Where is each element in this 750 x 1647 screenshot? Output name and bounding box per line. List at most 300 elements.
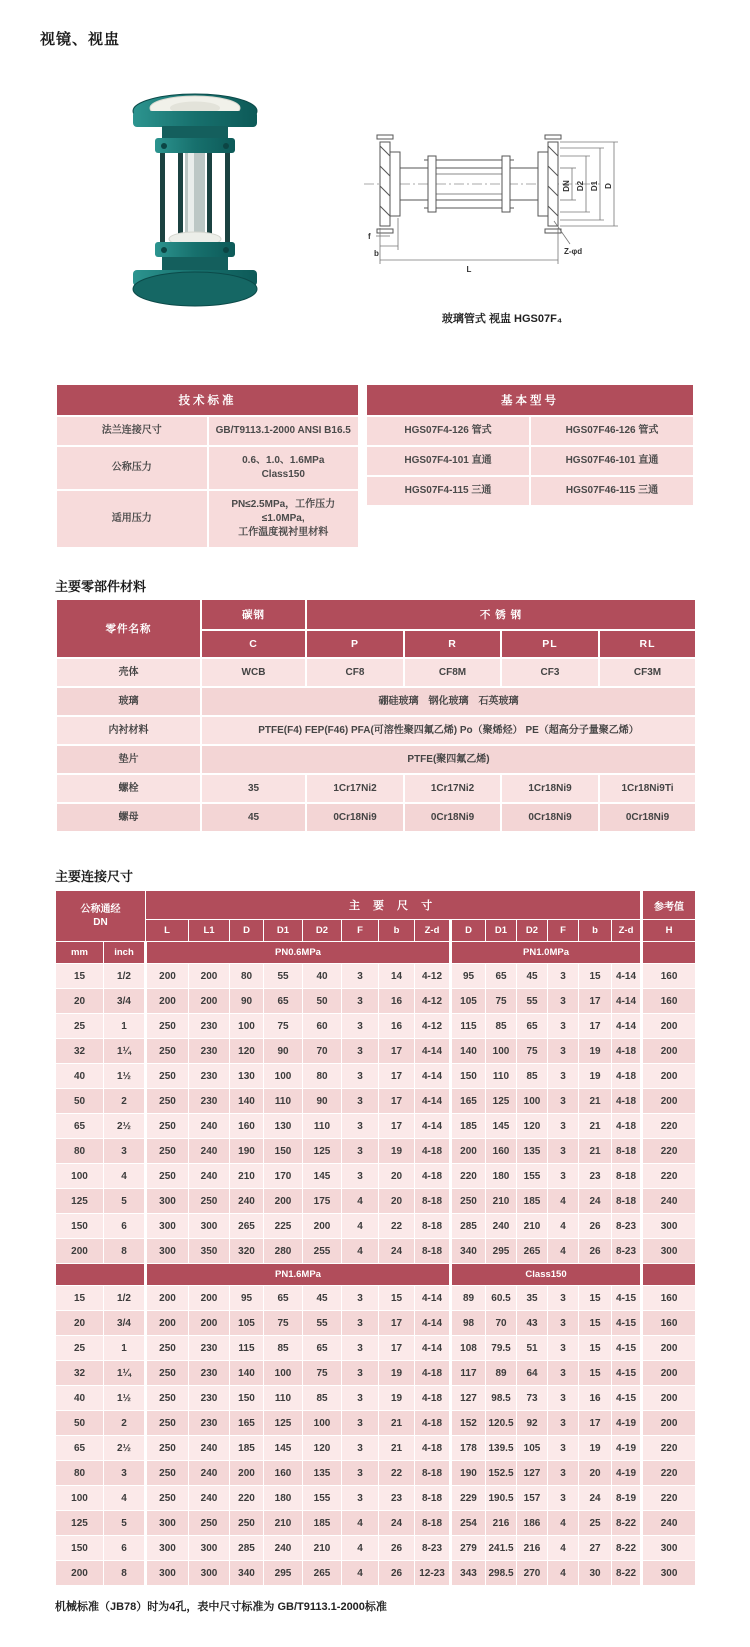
dims-cell: 225 — [264, 1214, 303, 1239]
dims-cell: 16 — [379, 989, 415, 1014]
model-cell: HGS07F46-101 直通 — [530, 446, 694, 476]
dims-data-row — [56, 1239, 696, 1264]
dims-cell: 254 — [451, 1511, 486, 1536]
dims-cell: 140 — [451, 1039, 486, 1064]
dims-cell: 250 — [189, 1189, 230, 1214]
dims-cell: 6 — [104, 1536, 146, 1561]
dims-cell: 340 — [451, 1239, 486, 1264]
dims-cell: 40 — [303, 964, 342, 989]
dims-cell: 75 — [264, 1014, 303, 1039]
dims-cell: 80 — [230, 964, 264, 989]
dims-subcol-header: b — [579, 920, 612, 942]
dims-band-h — [642, 1264, 696, 1286]
dims-cell: 8-23 — [415, 1536, 451, 1561]
dims-cell: 160 — [230, 1114, 264, 1139]
dims-cell: 1 — [104, 1336, 146, 1361]
dims-cell: 200 — [264, 1189, 303, 1214]
table-row — [56, 446, 359, 490]
materials-cell: PTFE(F4) FEP(F46) PFA(可溶性聚四氟乙烯) Po（聚烯烃） PE（超高分子量聚乙烯） — [201, 716, 696, 745]
dims-cell: 8-18 — [415, 1461, 451, 1486]
dims-cell: 4-14 — [612, 989, 642, 1014]
dims-cell: 3 — [342, 1386, 379, 1411]
dims-data-row — [56, 1311, 696, 1336]
dims-cell: 100 — [486, 1039, 517, 1064]
dims-cell: 200 — [146, 989, 189, 1014]
dims-cell: 3 — [548, 964, 579, 989]
dims-cell: 79.5 — [486, 1336, 517, 1361]
dims-cell: 3 — [548, 1014, 579, 1039]
dims-cell: 90 — [230, 989, 264, 1014]
dims-cell: 270 — [517, 1561, 548, 1586]
dims-cell: 250 — [146, 1014, 189, 1039]
dims-cell: 4-18 — [415, 1411, 451, 1436]
dims-cell: 125 — [264, 1411, 303, 1436]
materials-row — [56, 658, 696, 687]
dims-data-row — [56, 1461, 696, 1486]
dims-cell: 100 — [303, 1411, 342, 1436]
label-d1: D1 — [590, 180, 599, 192]
dims-cell: 240 — [189, 1436, 230, 1461]
dims-cell: 185 — [303, 1511, 342, 1536]
dims-cell: 200 — [189, 989, 230, 1014]
dims-cell: 4-15 — [612, 1336, 642, 1361]
dims-cell: 220 — [642, 1114, 696, 1139]
dims-cell: 4-15 — [612, 1311, 642, 1336]
dims-cell: 3 — [342, 1014, 379, 1039]
dims-cell: 6 — [104, 1214, 146, 1239]
dims-unit-inch: inch — [104, 942, 146, 964]
dims-subcol-header: D2 — [303, 920, 342, 942]
dims-cell: 160 — [642, 989, 696, 1014]
dims-pressure-left: PN0.6MPa — [146, 942, 451, 964]
dims-subcol-header: b — [379, 920, 415, 942]
dims-data-row — [56, 1089, 696, 1114]
dims-cell: 89 — [451, 1286, 486, 1311]
dims-cell: 120 — [303, 1436, 342, 1461]
dims-cell: 100 — [517, 1089, 548, 1114]
dims-main-header: 主 要 尺 寸 — [146, 891, 642, 920]
dims-cell: 25 — [579, 1511, 612, 1536]
dims-cell: 3 — [548, 1461, 579, 1486]
dims-cell: 3 — [342, 989, 379, 1014]
dims-cell: 12-23 — [415, 1561, 451, 1586]
dims-cell: 4-18 — [415, 1164, 451, 1189]
dims-cell: 240 — [189, 1139, 230, 1164]
materials-cell: 1Cr17Ni2 — [404, 774, 501, 803]
materials-cell: 0Cr18Ni9 — [306, 803, 404, 832]
dims-cell: 60.5 — [486, 1286, 517, 1311]
dims-cell: 75 — [517, 1039, 548, 1064]
materials-row — [56, 745, 696, 774]
dims-cell: 250 — [451, 1189, 486, 1214]
dims-dn-header — [56, 891, 146, 942]
dims-cell: 3 — [548, 1286, 579, 1311]
dims-cell: 3/4 — [104, 989, 146, 1014]
dims-data-row — [56, 1064, 696, 1089]
dims-cell: 145 — [303, 1164, 342, 1189]
dims-cell: 8-18 — [612, 1139, 642, 1164]
dims-cell: 21 — [579, 1139, 612, 1164]
dims-cell: 210 — [264, 1511, 303, 1536]
dims-cell: 75 — [486, 989, 517, 1014]
model-row — [366, 476, 694, 506]
dims-data-row — [56, 1014, 696, 1039]
dims-cell: 3 — [548, 1361, 579, 1386]
materials-cell: 0Cr18Ni9 — [501, 803, 599, 832]
dims-cell: 300 — [146, 1189, 189, 1214]
dims-cell: 200 — [642, 1386, 696, 1411]
dims-cell: 8-18 — [612, 1164, 642, 1189]
dims-cell: 200 — [451, 1139, 486, 1164]
dims-cell: 65 — [264, 1286, 303, 1311]
dims-cell: 190.5 — [486, 1486, 517, 1511]
dims-data-row — [56, 1039, 696, 1064]
dims-cell: 4-19 — [612, 1461, 642, 1486]
dims-cell: 3 — [548, 1436, 579, 1461]
dimensions-table — [55, 890, 696, 1586]
dims-cell: 250 — [146, 1064, 189, 1089]
dims-cell: 21 — [379, 1411, 415, 1436]
dims-cell: 4-18 — [612, 1064, 642, 1089]
dims-cell: 4 — [342, 1561, 379, 1586]
dims-cell: 230 — [189, 1039, 230, 1064]
model-cell: HGS07F4-101 直通 — [366, 446, 530, 476]
materials-cell: CF3 — [501, 658, 599, 687]
dims-cell: 17 — [379, 1089, 415, 1114]
dims-cell: 4-15 — [612, 1361, 642, 1386]
dims-cell: 8 — [104, 1561, 146, 1586]
dims-cell: 200 — [642, 1411, 696, 1436]
dims-cell: 85 — [303, 1386, 342, 1411]
dims-data-row — [56, 1214, 696, 1239]
dims-cell: 8 — [104, 1239, 146, 1264]
dims-cell: 170 — [264, 1164, 303, 1189]
dims-data-row — [56, 1536, 696, 1561]
dims-subcol-header: D1 — [264, 920, 303, 942]
dims-cell: 200 — [642, 1064, 696, 1089]
basic-models-table — [365, 383, 695, 507]
dims-cell: 190 — [230, 1139, 264, 1164]
dims-cell: 26 — [579, 1239, 612, 1264]
dims-cell: 5 — [104, 1189, 146, 1214]
dims-cell: 4 — [342, 1511, 379, 1536]
dims-cell: 200 — [189, 964, 230, 989]
dims-cell: 20 — [379, 1164, 415, 1189]
dims-cell: 120 — [517, 1114, 548, 1139]
materials-col-name: 零件名称 — [56, 599, 201, 658]
dims-cell: 230 — [189, 1361, 230, 1386]
dims-cell: 1/2 — [104, 1286, 146, 1311]
dims-cell: 295 — [264, 1561, 303, 1586]
dims-data-row — [56, 1189, 696, 1214]
dims-cell: 8-18 — [415, 1189, 451, 1214]
dims-cell: 210 — [230, 1164, 264, 1189]
dims-cell: 95 — [230, 1286, 264, 1311]
dims-cell: 110 — [264, 1089, 303, 1114]
dims-data-row — [56, 1386, 696, 1411]
materials-cell: 45 — [201, 803, 306, 832]
dims-cell: 23 — [579, 1164, 612, 1189]
dims-cell: 100 — [56, 1164, 104, 1189]
dims-cell: 155 — [517, 1164, 548, 1189]
dims-cell: 17 — [379, 1114, 415, 1139]
dims-cell: 230 — [189, 1014, 230, 1039]
dims-cell: 4-18 — [415, 1361, 451, 1386]
dims-cell: 35 — [517, 1286, 548, 1311]
dims-cell: 105 — [517, 1436, 548, 1461]
dims-cell: 8-18 — [415, 1486, 451, 1511]
dims-cell: 4 — [104, 1486, 146, 1511]
dims-cell: 300 — [146, 1561, 189, 1586]
dims-cell: 4-14 — [415, 1089, 451, 1114]
dims-cell: 2 — [104, 1089, 146, 1114]
model-row — [366, 446, 694, 476]
dims-cell: 8-22 — [612, 1561, 642, 1586]
dims-cell: 24 — [379, 1239, 415, 1264]
dims-cell: 152 — [451, 1411, 486, 1436]
dims-cell: 4 — [342, 1189, 379, 1214]
dims-cell: 26 — [379, 1561, 415, 1586]
dims-cell: 20 — [579, 1461, 612, 1486]
dims-cell: 220 — [642, 1461, 696, 1486]
dims-cell: 125 — [56, 1511, 104, 1536]
dims-cell: 3 — [342, 1311, 379, 1336]
dims-cell: 250 — [146, 1164, 189, 1189]
dims-cell: 3 — [548, 1139, 579, 1164]
dims-subheader-row — [56, 920, 696, 942]
dims-cell: 300 — [146, 1536, 189, 1561]
dims-cell: 51 — [517, 1336, 548, 1361]
materials-cell: 硼硅玻璃 钢化玻璃 石英玻璃 — [201, 687, 696, 716]
dims-cell: 4-18 — [612, 1114, 642, 1139]
dims-subcol-header: L — [146, 920, 189, 942]
dims-cell: 220 — [642, 1139, 696, 1164]
dims-cell: 4 — [342, 1536, 379, 1561]
dims-cell: 4-18 — [415, 1436, 451, 1461]
dims-cell: 279 — [451, 1536, 486, 1561]
materials-part-name: 垫片 — [56, 745, 201, 774]
dims-subcol-header: D2 — [517, 920, 548, 942]
dims-data-row — [56, 989, 696, 1014]
model-table-title: 基本型号 — [366, 384, 694, 416]
dims-cell: 22 — [379, 1214, 415, 1239]
dims-cell: 65 — [303, 1336, 342, 1361]
dims-cell: 14 — [379, 964, 415, 989]
tech-row-value — [208, 490, 360, 548]
dims-cell: 210 — [486, 1189, 517, 1214]
dims-cell: 25 — [56, 1014, 104, 1039]
dims-cell: 4-18 — [612, 1089, 642, 1114]
dims-cell: 15 — [579, 1286, 612, 1311]
materials-part-name: 壳体 — [56, 658, 201, 687]
dims-cell: 240 — [189, 1486, 230, 1511]
dims-data-row — [56, 1139, 696, 1164]
dims-cell: 3 — [342, 964, 379, 989]
dims-cell: 4-14 — [415, 1039, 451, 1064]
dims-cell: 15 — [379, 1286, 415, 1311]
dims-cell: 70 — [303, 1039, 342, 1064]
dims-data-row — [56, 1411, 696, 1436]
dims-cell: 150 — [230, 1386, 264, 1411]
dims-data-row — [56, 1286, 696, 1311]
dims-cell: 265 — [517, 1239, 548, 1264]
dims-cell: 3 — [342, 1064, 379, 1089]
dims-cell: 250 — [146, 1386, 189, 1411]
dims-cell: 300 — [146, 1511, 189, 1536]
dims-cell: 250 — [146, 1436, 189, 1461]
dims-subcol-header: Z-d — [415, 920, 451, 942]
dims-cell: 8-23 — [612, 1214, 642, 1239]
tech-row-label: 公称压力 — [56, 446, 208, 490]
dims-cell: 24 — [579, 1189, 612, 1214]
dims-cell: 4-14 — [415, 1311, 451, 1336]
dims-cell: 180 — [486, 1164, 517, 1189]
dims-cell: 165 — [230, 1411, 264, 1436]
dims-cell: 1½ — [104, 1386, 146, 1411]
dims-cell: 19 — [579, 1039, 612, 1064]
dims-cell: 135 — [517, 1139, 548, 1164]
dims-cell: 110 — [303, 1114, 342, 1139]
dims-subcol-header: F — [342, 920, 379, 942]
dims-cell: 3 — [342, 1361, 379, 1386]
materials-col-stainless: 不 锈 钢 — [306, 599, 696, 630]
dims-cell: 185 — [451, 1114, 486, 1139]
dims-cell: 15 — [579, 1336, 612, 1361]
dims-cell: 3 — [548, 1311, 579, 1336]
dims-cell: 110 — [486, 1064, 517, 1089]
dims-cell: 200 — [303, 1214, 342, 1239]
dims-cell: 3 — [342, 1286, 379, 1311]
dims-cell: 285 — [230, 1536, 264, 1561]
dims-cell: 300 — [146, 1239, 189, 1264]
sight-glass-body — [133, 94, 257, 306]
dims-cell: 240 — [642, 1511, 696, 1536]
dims-cell: 200 — [642, 1361, 696, 1386]
dims-cell: 320 — [230, 1239, 264, 1264]
dims-cell: 255 — [303, 1239, 342, 1264]
tech-value-line: Class150 — [261, 469, 305, 480]
dims-cell: 15 — [579, 964, 612, 989]
dims-cell: 240 — [189, 1461, 230, 1486]
dims-cell: 3 — [548, 1411, 579, 1436]
dims-data-row — [56, 1164, 696, 1189]
dims-cell: 3 — [342, 1114, 379, 1139]
dims-cell: 130 — [264, 1114, 303, 1139]
model-header-row — [366, 384, 694, 416]
dims-cell: 17 — [579, 1014, 612, 1039]
dims-cell: 25 — [56, 1336, 104, 1361]
materials-table — [55, 598, 697, 833]
dims-cell: 30 — [579, 1561, 612, 1586]
dims-pressure-left: PN1.6MPa — [146, 1264, 451, 1286]
dims-cell: 70 — [486, 1311, 517, 1336]
dims-band-empty — [56, 1264, 146, 1286]
tie-rod — [160, 153, 165, 243]
materials-subcol: R — [404, 630, 501, 658]
dims-cell: 4-19 — [612, 1411, 642, 1436]
label-d2: D2 — [576, 180, 585, 192]
dims-cell: 90 — [264, 1039, 303, 1064]
dims-cell: 350 — [189, 1239, 230, 1264]
dims-cell: 216 — [486, 1511, 517, 1536]
dims-cell: 4-12 — [415, 1014, 451, 1039]
dims-cell: 240 — [486, 1214, 517, 1239]
dims-header-row — [56, 891, 696, 920]
dims-cell: 300 — [189, 1561, 230, 1586]
dims-cell: 80 — [56, 1461, 104, 1486]
dims-cell: 250 — [146, 1411, 189, 1436]
dims-data-row — [56, 1486, 696, 1511]
materials-part-name: 内衬材料 — [56, 716, 201, 745]
dims-cell: 300 — [642, 1536, 696, 1561]
dims-cell: 240 — [230, 1189, 264, 1214]
table-row — [56, 490, 359, 548]
dims-cell: 98.5 — [486, 1386, 517, 1411]
dims-cell: 230 — [189, 1064, 230, 1089]
dims-cell: 17 — [579, 1411, 612, 1436]
dims-cell: 200 — [230, 1461, 264, 1486]
dims-cell: 3 — [548, 1486, 579, 1511]
dims-cell: 98 — [451, 1311, 486, 1336]
dims-cell: 50 — [56, 1089, 104, 1114]
dims-cell: 300 — [642, 1561, 696, 1586]
tech-value-line: 0.6、1.0、1.6MPa — [242, 455, 325, 466]
dims-cell: 3 — [342, 1089, 379, 1114]
dims-cell: 200 — [146, 1286, 189, 1311]
dims-cell: 110 — [264, 1386, 303, 1411]
dims-band-row — [56, 1264, 696, 1286]
dims-cell: 17 — [379, 1336, 415, 1361]
dims-cell: 19 — [579, 1436, 612, 1461]
dims-cell: 8-22 — [612, 1536, 642, 1561]
materials-part-name: 螺母 — [56, 803, 201, 832]
dims-cell: 300 — [189, 1214, 230, 1239]
dims-cell: 200 — [189, 1311, 230, 1336]
dims-cell: 5 — [104, 1511, 146, 1536]
dims-cell: 125 — [56, 1189, 104, 1214]
dims-cell: 55 — [264, 964, 303, 989]
dims-cell: 20 — [56, 1311, 104, 1336]
label-f: f — [368, 232, 371, 241]
dims-cell: 4 — [548, 1214, 579, 1239]
dims-cell: 120 — [230, 1039, 264, 1064]
dims-cell: 15 — [579, 1311, 612, 1336]
materials-header-row — [56, 599, 696, 630]
dims-cell: 55 — [517, 989, 548, 1014]
dims-cell: 220 — [230, 1486, 264, 1511]
dims-cell: 160 — [486, 1139, 517, 1164]
dims-cell: 280 — [264, 1239, 303, 1264]
dims-cell: 150 — [56, 1214, 104, 1239]
dims-cell: 130 — [230, 1064, 264, 1089]
dims-cell: 340 — [230, 1561, 264, 1586]
dims-data-row — [56, 964, 696, 989]
dims-cell: 160 — [642, 1311, 696, 1336]
tech-value-line: PN≤2.5MPa，工作压力≤1.0MPa, — [231, 499, 336, 524]
dims-cell: 250 — [146, 1461, 189, 1486]
dims-cell: 55 — [303, 1311, 342, 1336]
dims-cell: 100 — [264, 1064, 303, 1089]
dims-cell: 105 — [230, 1311, 264, 1336]
dims-cell: 229 — [451, 1486, 486, 1511]
dims-cell: 145 — [264, 1436, 303, 1461]
dims-cell: 200 — [189, 1286, 230, 1311]
dims-cell: 75 — [303, 1361, 342, 1386]
dims-cell: 300 — [189, 1536, 230, 1561]
materials-cell: 1Cr17Ni2 — [306, 774, 404, 803]
materials-cell: 1Cr18Ni9Ti — [599, 774, 696, 803]
dims-cell: 200 — [642, 1039, 696, 1064]
